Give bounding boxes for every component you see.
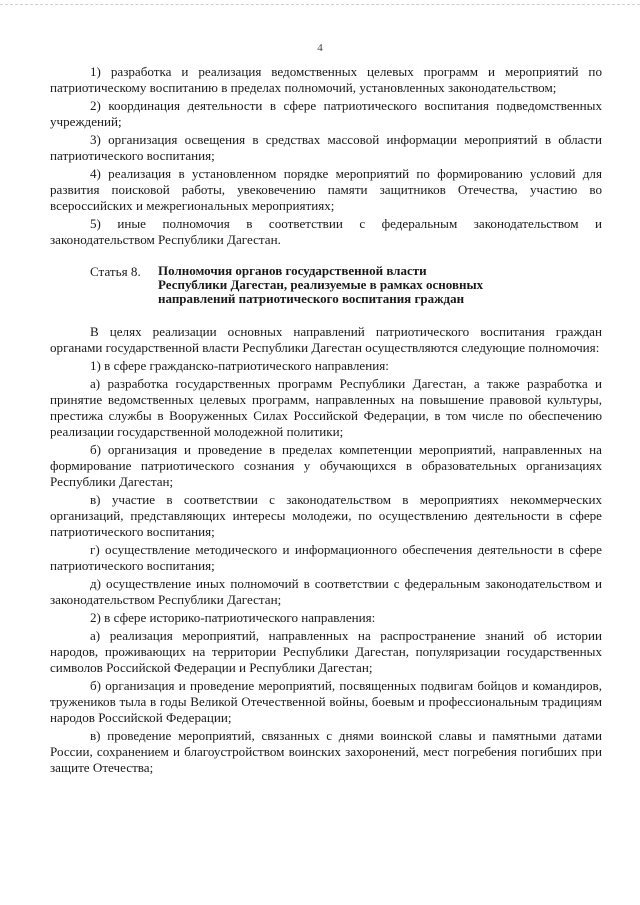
scan-top-border [0,4,640,5]
paragraph: 1) разработка и реализация ведомственных целевых программ и мероприятий по патриотическому воспитанию в пределах полномочий, установленных законодательством; [50,64,602,95]
document-body [50,64,602,778]
paragraph: В целях реализации основных направлений патриотического воспитания граждан органами государственной власти Республики Дагестан осуществляются следующие полномочия: [50,324,602,355]
paragraph: а) реализация мероприятий, направленных на распространение знаний об истории народов, проживающих на территории Республики Дагестан, популяризации государственных символов Российской Федерации и Республики Дагестан; [50,628,602,675]
paragraph: д) осуществление иных полномочий в соответствии с федеральным законодательством и законодательством Республики Дагестан; [50,576,602,607]
article-label: Статья 8. [90,264,141,279]
paragraph: 5) иные полномочия в соответствии с федеральным законодательством и законодательством Республики Дагестан. [50,216,602,247]
paragraph: 2) в сфере историко-патриотического направления: [90,610,376,625]
article-title: Полномочия органов государственной власти Республики Дагестан, реализуемые в рамках основных направлений патриотического воспитания граждан [158,263,484,306]
article-heading [50,264,602,306]
paragraph: 4) реализация в установленном порядке мероприятий по формированию условий для развития поисковой работы, увековечению памяти защитников Отечества, участию во всероссийских и межрегиональных мероприятиях; [50,166,602,213]
paragraph: б) организация и проведение в пределах компетенции мероприятий, направленных на формирование патриотического сознания у обучающихся в образовательных организациях Республики Дагестан; [50,442,602,489]
page-number: 4 [317,42,323,54]
paragraph: а) разработка государственных программ Республики Дагестан, а также разработка и принятие ведомственных целевых программ, направленных на повышение правовой культуры, престижа службы в Вооруженных Силах Российской Федерации, в том числе по обеспечению реализации государственной молодежной политики; [50,376,602,439]
paragraph: б) организация и проведение мероприятий, посвященных подвигам бойцов и командиров, тружеников тыла в годы Великой Отечественной войны, боевым и профессиональным традициям народов Российской Федерации; [50,678,602,725]
paragraph: 1) в сфере гражданско-патриотического направления: [90,358,389,373]
paragraph: в) проведение мероприятий, связанных с днями воинской славы и памятными датами России, сохранением и благоустройством воинских захоронений, мест погребения погибших при защите Отечества; [50,728,602,775]
paragraph: 2) координация деятельности в сфере патриотического воспитания подведомственных учреждений; [50,98,602,129]
paragraph: в) участие в соответствии с законодательством в мероприятиях некоммерческих организаций, представляющих интересы молодежи, по осуществлению деятельности в сфере патриотического воспитания; [50,492,602,539]
paragraph: 3) организация освещения в средствах массовой информации мероприятий в области патриотического воспитания; [50,132,602,163]
paragraph: г) осуществление методического и информационного обеспечения деятельности в сфере патриотического воспитания; [50,542,602,573]
